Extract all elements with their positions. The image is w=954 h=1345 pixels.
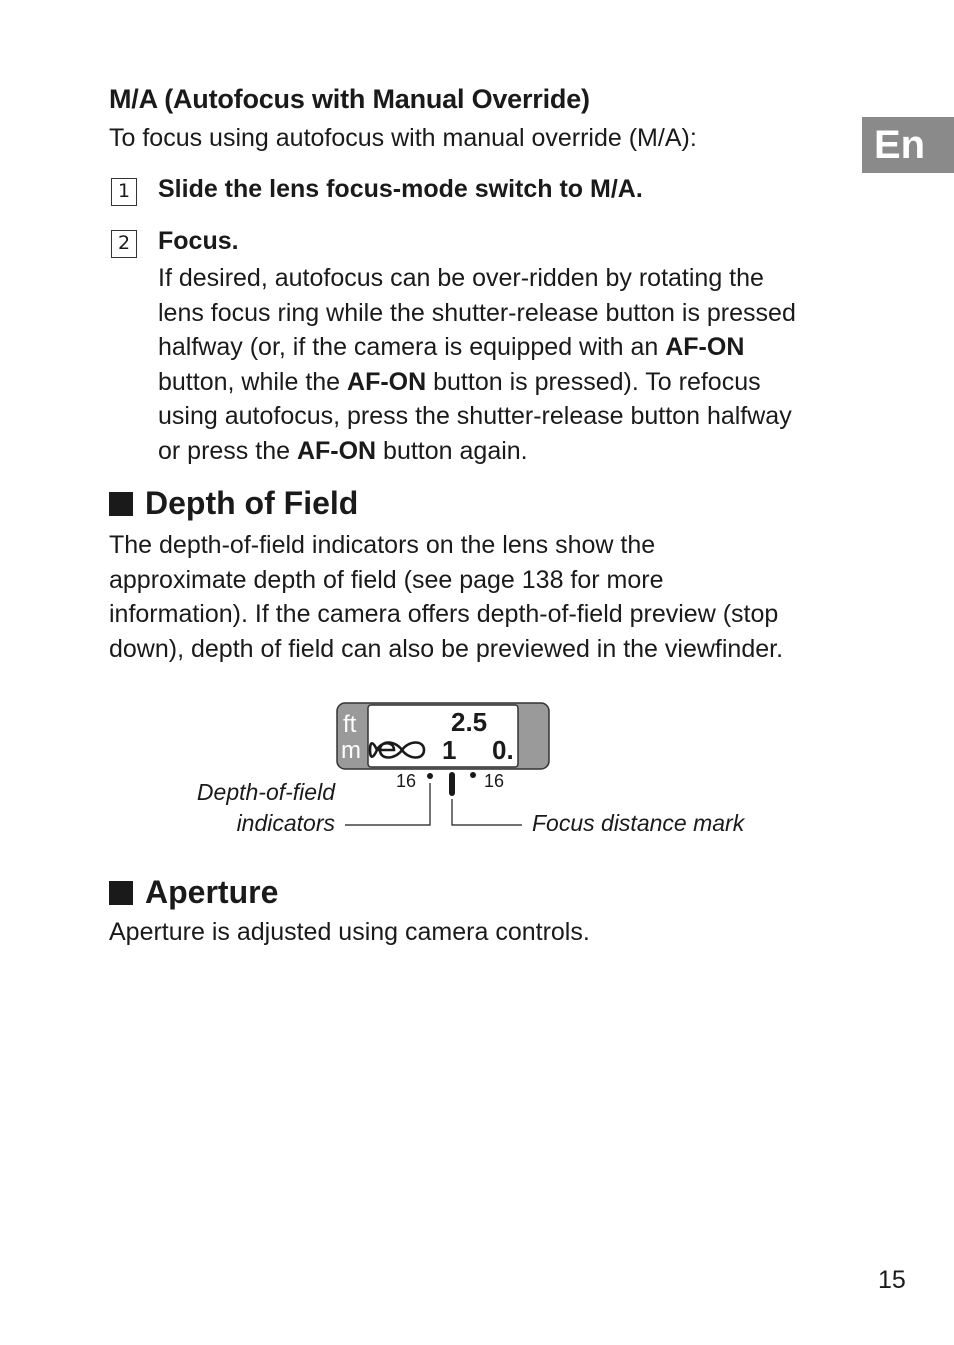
step-2-line-6 — [158, 434, 858, 469]
af-on-label: AF-ON — [296, 436, 377, 465]
section-square-icon — [109, 881, 133, 905]
step-2-line-4-text-a: button, while the — [158, 367, 348, 396]
intro-text: To focus using autofocus with manual override (M/A): — [109, 124, 697, 152]
focus-distance-mark — [449, 772, 455, 796]
step-2-line-6-text-a: or press the — [158, 436, 297, 465]
dof-indicator-left-label: 16 — [396, 771, 417, 791]
section-square-icon — [109, 492, 133, 516]
dof-indicator-right-dot — [470, 772, 476, 778]
scale-value-0: 0. — [492, 735, 514, 765]
section-heading-depth-of-field — [109, 485, 358, 522]
section-heading-aperture — [109, 874, 278, 911]
language-tab: En — [862, 117, 954, 173]
step-number-2: 2 — [111, 230, 137, 258]
aperture-title: Aperture — [145, 874, 279, 910]
scale-value-2-5: 2.5 — [451, 707, 488, 737]
dof-indicators-label-line-2: indicators — [236, 810, 335, 836]
focus-leader-line — [452, 799, 522, 825]
step-2-body — [158, 261, 858, 469]
unit-ft-label: ft — [343, 711, 357, 738]
step-2-line-3-text: halfway (or, if the camera is equipped with an — [158, 333, 666, 362]
section-heading-ma: M/A (Autofocus with Manual Override) — [109, 84, 590, 114]
step-2-line-4-text-b: button is pressed). To refocus — [426, 367, 761, 396]
dof-indicator-right-label: 16 — [484, 771, 505, 791]
depth-of-field-body — [109, 528, 869, 666]
step-2-line-3 — [158, 330, 858, 365]
step-2-line-5: using autofocus, press the shutter-release button halfway — [158, 402, 792, 431]
dof-line-3: information). If the camera offers depth-of-field preview (stop — [109, 600, 779, 629]
dof-line-2: approximate depth of field (see page 138 for more — [109, 565, 664, 594]
step-number-1: 1 — [111, 178, 137, 206]
scale-value-1: 1 — [442, 735, 457, 765]
af-on-label: AF-ON — [665, 333, 745, 362]
step-1-title: Slide the lens focus-mode switch to M/A. — [158, 175, 643, 203]
lens-scale-diagram — [180, 695, 760, 845]
step-2-title: Focus. — [158, 227, 239, 255]
dof-line-4: down), depth of field can also be previewed in the viewfinder. — [109, 634, 784, 663]
dof-indicator-left-dot — [427, 773, 433, 779]
step-2-line-1: If desired, autofocus can be over-ridden by rotating the — [158, 264, 764, 292]
step-2-line-2: lens focus ring while the shutter-release button is pressed — [158, 298, 796, 327]
af-on-label: AF-ON — [347, 367, 427, 396]
focus-distance-mark-label: Focus distance mark — [532, 810, 745, 836]
depth-of-field-title: Depth of Field — [145, 485, 359, 521]
step-2-line-6-text-b: button again. — [376, 436, 528, 465]
dof-line-1: The depth-of-field indicators on the lens show the — [109, 531, 656, 559]
dof-leader-line — [345, 783, 430, 825]
step-2-line-4 — [158, 365, 858, 400]
dof-indicators-label-line-1: Depth-of-field — [196, 779, 335, 805]
unit-m-label: m — [341, 737, 361, 764]
page-number: 15 — [878, 1266, 906, 1294]
aperture-body: Aperture is adjusted using camera controls. — [109, 918, 590, 946]
